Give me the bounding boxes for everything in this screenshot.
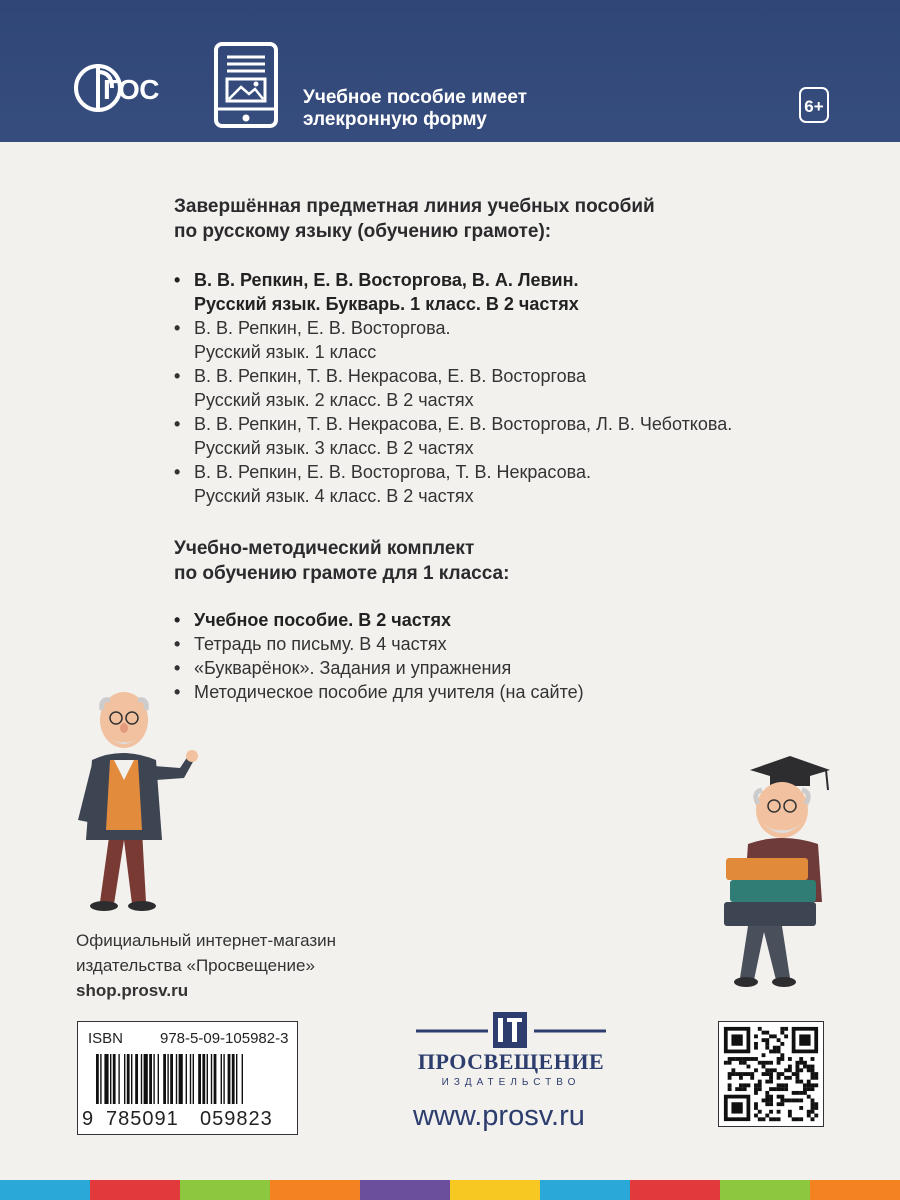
fgos-label: ГОС — [103, 74, 160, 105]
tablet-icon — [213, 41, 279, 129]
kit-heading-line-1: Учебно-методический комплект — [174, 538, 475, 559]
eform-line-2: элекронную форму — [303, 109, 487, 130]
kit-heading-line-2: по обучению грамоте для 1 класса: — [174, 563, 510, 584]
list-item: • В. В. Репкин, Е. В. Восторгова, Т. В. Некрасова. Русский язык. 4 класс. В 2 частях — [174, 462, 592, 506]
series-list — [174, 268, 732, 508]
shop-line-1: Официальный интернет-магазин — [76, 931, 337, 950]
eform-line-1: Учебное пособие имеет — [303, 87, 528, 108]
color-stripe — [0, 1180, 900, 1200]
shop-url-link[interactable]: shop.prosv.ru — [76, 981, 189, 1000]
list-item: • Методическое пособие для учителя (на сайте) — [174, 682, 584, 702]
stripe-segment — [0, 1180, 90, 1200]
ean-right-digits: 059823 — [200, 1108, 273, 1130]
list-item: • В. В. Репкин, Е. В. Восторгова. Русский язык. 1 класс — [174, 318, 451, 362]
series-heading — [174, 194, 655, 244]
isbn-label: ISBN — [88, 1030, 124, 1047]
isbn-barcode — [77, 1021, 298, 1135]
publisher-name: ПРОСВЕЩЕНИЕ — [417, 1049, 605, 1074]
professor-left-illustration — [52, 680, 212, 915]
list-item: • «Букварёнок». Задания и упражнения — [174, 658, 512, 678]
series-heading-line-1: Завершённая предметная линия учебных пособий — [174, 196, 655, 217]
publisher-rule-icon — [416, 1028, 606, 1034]
ean-first-digit: 9 — [82, 1108, 94, 1130]
isbn-number: 978-5-09-105982-3 — [160, 1030, 289, 1047]
qr-code-icon — [718, 1021, 824, 1127]
series-heading-line-2: по русскому языку (обучению грамоте): — [174, 221, 552, 242]
age-rating-badge: 6+ — [799, 87, 829, 123]
professor-right-illustration — [718, 752, 846, 988]
list-item: • Тетрадь по письму. В 4 частях — [174, 634, 447, 654]
barcode-bars-icon — [96, 1054, 284, 1110]
online-shop-info — [76, 928, 336, 1003]
publisher-subtitle: ИЗДАТЕЛЬСТВО — [441, 1077, 581, 1088]
list-item: • Учебное пособие. В 2 частях — [174, 610, 452, 630]
stripe-segment — [540, 1180, 630, 1200]
stripe-segment — [720, 1180, 810, 1200]
list-item: • В. В. Репкин, Т. В. Некрасова, Е. В. Восторгова, Л. В. Чеботкова. Русский язык. 3 класс. В 2 частях — [174, 414, 733, 458]
ean-left-digits: 785091 — [106, 1108, 179, 1130]
stripe-segment — [90, 1180, 180, 1200]
stripe-segment — [180, 1180, 270, 1200]
eform-notice — [303, 87, 527, 131]
kit-heading — [174, 536, 509, 586]
list-item: • В. В. Репкин, Т. В. Некрасова, Е. В. Восторгова Русский язык. 2 класс. В 2 частях — [174, 366, 587, 410]
stripe-segment — [360, 1180, 450, 1200]
stripe-segment — [450, 1180, 540, 1200]
stripe-segment — [810, 1180, 900, 1200]
shop-line-2: издательства «Просвещение» — [76, 956, 315, 975]
list-item: • В. В. Репкин, Е. В. Восторгова, В. А. Левин. Русский язык. Букварь. 1 класс. В 2 частях — [174, 270, 579, 314]
kit-list — [174, 608, 584, 704]
publisher-website-link[interactable]: www.prosv.ru — [413, 1100, 585, 1132]
stripe-segment — [630, 1180, 720, 1200]
stripe-segment — [270, 1180, 360, 1200]
cover-header — [0, 0, 900, 142]
